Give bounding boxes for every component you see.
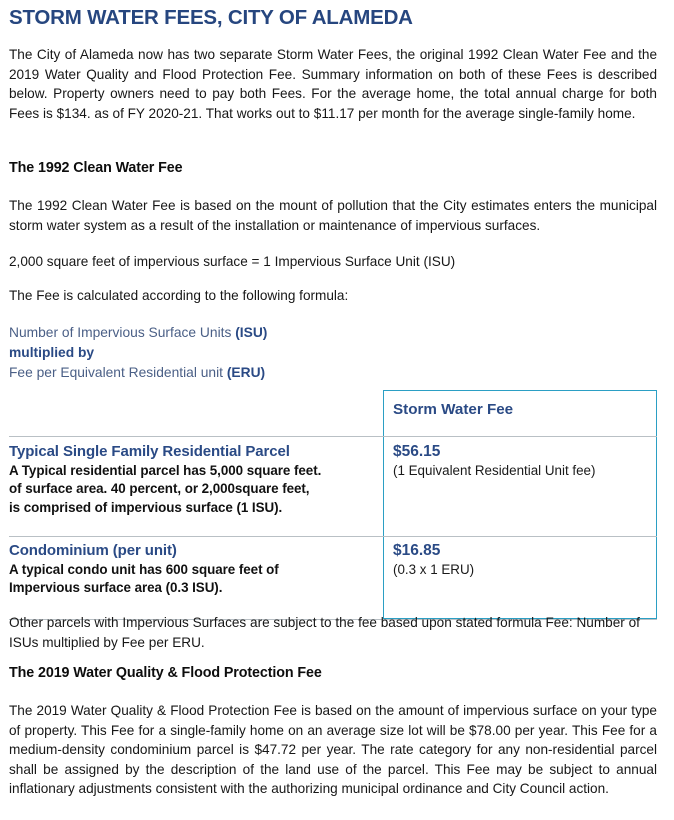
row-1-fee-amount: $56.15 <box>393 442 441 460</box>
section-2-paragraph: The 2019 Water Quality & Flood Protection Fee is based on the amount of impervious surface on your type of property. This Fee for a single-family home on an average size lot will be $78.00 per year. This Fee for a medium-density condominium parcel is $47.72 per year. The rate category for any non-residential parcel shall be assigned by the description of the land use of the parcel. This Fee may be subject to annual inflationary adjustments consistent with the authorizing municipal ordinance and City Council action. <box>9 703 657 797</box>
section-heading-2019-fee: The 2019 Water Quality & Flood Protection Fee <box>9 665 322 681</box>
other-parcels-block <box>9 613 657 652</box>
table-row-2-description-cell <box>9 541 379 598</box>
table-row-1-description-cell <box>9 442 379 518</box>
page-title: STORM WATER FEES, CITY OF ALAMEDA <box>9 6 413 29</box>
formula-isu-abbr: (ISU) <box>235 325 268 340</box>
row-2-fee-note: (0.3 x 1 ERU) <box>393 561 475 577</box>
fee-table-divider-1 <box>9 436 657 437</box>
formula-eru-abbr: (ERU) <box>226 365 266 380</box>
table-row-2-fee-cell <box>393 541 651 580</box>
section-2-paragraph-block <box>9 701 657 799</box>
row-1-description-line-3: is comprised of impervious surface (1 ISU). <box>9 499 283 515</box>
intro-paragraph-block <box>9 45 657 123</box>
row-2-title: Condominium (per unit) <box>9 541 177 559</box>
section-1-heading-block <box>9 159 657 178</box>
section-heading-1992-fee: The 1992 Clean Water Fee <box>9 160 183 176</box>
isu-conversion-note: 2,000 square feet of impervious surface = 1 Impervious Surface Unit (ISU) <box>9 254 456 269</box>
formula-eru-text: Fee per Equivalent Residential unit <box>9 365 227 380</box>
conversion-note-block <box>9 252 657 272</box>
row-2-description-line-1: A typical condo unit has 600 square feet of <box>9 561 279 577</box>
fee-table-divider-2 <box>9 536 657 537</box>
table-row-1-fee-cell <box>393 442 651 481</box>
formula-line-isu <box>9 323 657 343</box>
fee-table-header-cell <box>393 400 653 420</box>
section-1-paragraph: The 1992 Clean Water Fee is based on the mount of pollution that the City estimates enters the municipal storm water system as a result of the installation or maintenance of impervious surfaces. <box>9 198 657 233</box>
row-1-description-line-1: A Typical residential parcel has 5,000 square feet. <box>9 462 322 478</box>
fee-formula-block <box>9 323 657 383</box>
row-1-title: Typical Single Family Residential Parcel <box>9 442 290 460</box>
intro-paragraph: The City of Alameda now has two separate Storm Water Fees, the original 1992 Clean Water Fee and the 2019 Water Quality and Flood Protection Fee. Summary information on both of these Fees is described below. Property owners need to pay both Fees. For the average home, the total annual charge for both Fees is $134. as of FY 2020-21. That works out to $11.17 per month for the average single-family home. <box>9 47 657 121</box>
row-2-description-line-2: Impervious surface area (0.3 ISU). <box>9 580 223 596</box>
formula-line-multiplied-by: multiplied by <box>9 345 95 360</box>
fee-table-header-label: Storm Water Fee <box>393 400 514 418</box>
fee-table-right-column-outline <box>383 390 657 619</box>
row-1-description-line-2: of surface area. 40 percent, or 2,000square feet, <box>9 481 310 497</box>
row-2-fee-amount: $16.85 <box>393 541 441 559</box>
formula-lead-block <box>9 286 657 306</box>
row-1-fee-note: (1 Equivalent Residential Unit fee) <box>393 462 596 478</box>
section-2-heading-block <box>9 664 657 683</box>
title-block <box>0 0 674 30</box>
formula-lead-text: The Fee is calculated according to the following formula: <box>9 288 349 303</box>
formula-isu-text: Number of Impervious Surface Units <box>9 325 236 340</box>
other-parcels-note: Other parcels with Impervious Surfaces are subject to the fee based upon stated formula Fee: Number of ISUs multiplied by Fee per ERU. <box>9 615 640 650</box>
formula-line-eru <box>9 363 657 383</box>
section-1-paragraph-block <box>9 196 657 235</box>
